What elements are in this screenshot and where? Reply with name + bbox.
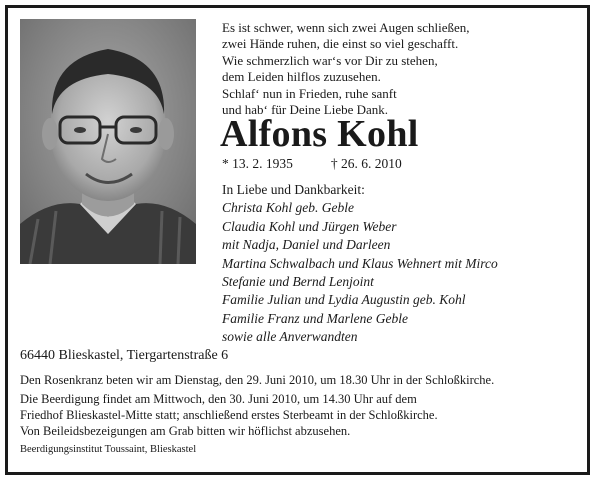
portrait-photo (20, 19, 196, 264)
mourner-entry: Familie Julian und Lydia Augustin geb. Kohl (222, 292, 466, 308)
poem-line: und hab‘ für Deine Liebe Dank. (222, 102, 389, 118)
condolence-note: Von Beileidsbezeigungen am Grab bitten wir höflichst abzusehen. (20, 424, 351, 438)
funeral-home: Beerdigungsinstitut Toussaint, Blieskastel (20, 444, 197, 455)
mourner-entry: Martina Schwalbach und Klaus Wehnert mit Mirco (222, 255, 498, 271)
life-dates (222, 156, 402, 172)
mourner-entry: Familie Franz und Marlene Geble (222, 310, 408, 326)
service-notes (20, 372, 494, 439)
birth-date: * 13. 2. 1935 (222, 156, 293, 171)
mourner-entry: sowie alle Anverwandten (222, 329, 358, 345)
poem-line: zwei Hände ruhen, die einst so viel geschafft. (222, 36, 459, 52)
mourners-list (222, 181, 498, 347)
mourner-entry: Christa Kohl geb. Geble (222, 200, 354, 216)
burial-note-line1: Die Beerdigung findet am Mittwoch, den 30. Juni 2010, um 14.30 Uhr auf dem (20, 392, 417, 406)
death-date: † 26. 6. 2010 (330, 156, 402, 171)
rosary-note: Den Rosenkranz beten wir am Dienstag, den 29. Juni 2010, um 18.30 Uhr in der Schloßkirche. (20, 373, 495, 387)
family-address: 66440 Blieskastel, Tiergartenstraße 6 (20, 348, 229, 363)
portrait-image (20, 19, 196, 264)
poem-line: Wie schmerzlich war‘s vor Dir zu stehen, (222, 52, 438, 68)
mourner-entry: mit Nadja, Daniel und Darleen (222, 237, 391, 253)
poem-line: dem Leiden hilflos zuzusehen. (222, 69, 381, 85)
burial-note-line2: Friedhof Blieskastel-Mitte statt; anschließend erstes Sterbeamt in der Schloßkirche. (20, 408, 438, 422)
mourner-entry: Claudia Kohl und Jürgen Weber (222, 218, 397, 234)
poem (222, 20, 470, 118)
poem-line: Es ist schwer, wenn sich zwei Augen schließen, (222, 20, 470, 35)
mourner-entry: Stefanie und Bernd Lenjoint (222, 274, 374, 290)
deceased-name: Alfons Kohl (220, 113, 419, 155)
mourners-intro: In Liebe und Dankbarkeit: (222, 182, 365, 197)
poem-line: Schlaf‘ nun in Frieden, ruhe sanft (222, 85, 397, 101)
